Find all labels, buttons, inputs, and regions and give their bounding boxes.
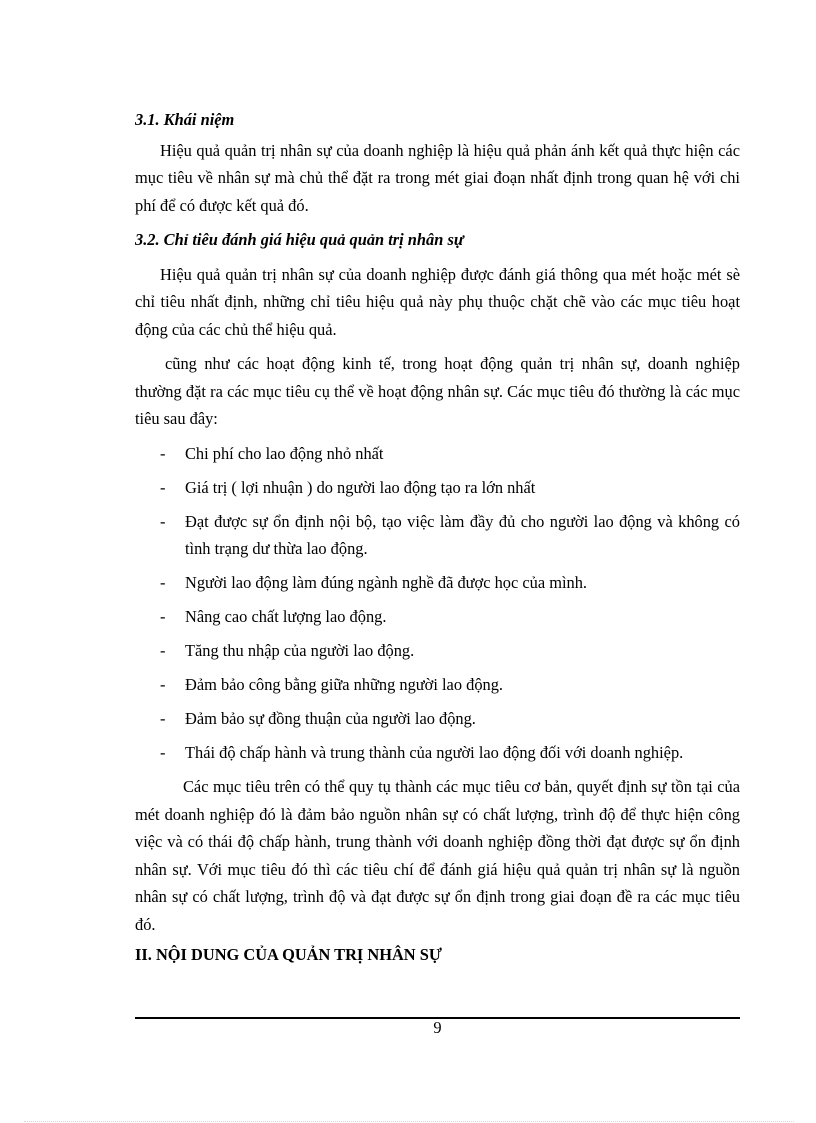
dash-bullet: -: [160, 511, 166, 531]
list-item-text: Đảm bảo công bằng giữa những người lao động.: [185, 675, 504, 694]
list-item-text: Giá trị ( lợi nhuận ) do người lao động tạo ra lớn nhất: [185, 477, 536, 497]
dash-bullet: -: [160, 607, 166, 626]
section-heading-3-1: 3.1. Khái niệm: [135, 110, 235, 129]
paragraph-definition: Hiệu quả quản trị nhân sự của doanh nghiệp là hiệu quả phản ánh kết quả thực hiện các mục tiêu về nhân sự mà chủ thể đặt ra trong mét giai đoạn nhất định trong quan hệ với chi phí để có được kết quả đó.: [135, 140, 740, 215]
list-item: [135, 637, 740, 665]
page-content: [135, 106, 740, 969]
dash-bullet: -: [160, 477, 166, 497]
dash-bullet: -: [160, 443, 166, 463]
dash-bullet: -: [160, 675, 166, 694]
list-item: [135, 739, 740, 767]
paragraph-indicators: Hiệu quả quản trị nhân sự của doanh nghiệp được đánh giá thông qua mét hoặc mét sè chỉ tiêu nhất định, những chỉ tiêu hiệu quả này phụ thuộc chặt chẽ vào các mục tiêu hoạt động của các chủ thể hiệu quả.: [135, 264, 740, 339]
dash-bullet: -: [160, 573, 166, 592]
list-item-text: Người lao động làm đúng ngành nghề đã được học của mình.: [185, 573, 587, 592]
list-item-text: Tăng thu nhập của người lao động.: [185, 641, 415, 660]
list-item: [135, 603, 740, 631]
list-item: [135, 440, 740, 468]
list-item-text: Đảm bảo sự đồng thuận của người lao động.: [185, 709, 476, 728]
page-bottom-dotted-line: [24, 1121, 794, 1122]
list-item: [135, 508, 740, 563]
list-item: [135, 569, 740, 597]
chapter-heading-II: II. NỘI DUNG CỦA QUẢN TRỊ NHÂN SỰ: [135, 945, 442, 964]
page-number: 9: [433, 1018, 442, 1037]
list-item: [135, 671, 740, 699]
dash-bullet: -: [160, 641, 166, 660]
list-item-text: Đạt được sự ổn định nội bộ, tạo việc làm đầy đủ cho người lao động và không có tình trạng dư thừa lao động.: [185, 511, 740, 558]
list-item: [135, 474, 740, 502]
paragraph-summary: Các mục tiêu trên có thể quy tụ thành các mục tiêu cơ bản, quyết định sự tồn tại của mét doanh nghiệp đó là đảm bảo nguồn nhân sự có chất lượng, trình độ để thực hiện công việc và có thái độ chấp hành, trung thành với doanh nghiệp đồng thời đạt được sự ổn định nhân sự. Với mục tiêu đó thì các tiêu chí để đánh giá hiệu quả quản trị nhân sự là nguồn nhân sự có chất lượng, trình độ và đạt được sự ổn định trong giai đoạn đề ra các mục tiêu đó.: [135, 777, 740, 934]
list-item-text: Nâng cao chất lượng lao động.: [185, 607, 387, 626]
list-item-text: Chi phí cho lao động nhỏ nhất: [185, 443, 384, 463]
dash-bullet: -: [160, 709, 166, 728]
dash-bullet: -: [160, 743, 166, 762]
list-item-text: Thái độ chấp hành và trung thành của người lao động đối với doanh nghiệp.: [185, 743, 684, 762]
section-heading-3-2: 3.2. Chỉ tiêu đánh giá hiệu quả quản trị nhân sự: [135, 230, 464, 249]
list-item: [135, 705, 740, 733]
objectives-list: [135, 440, 740, 767]
paragraph-objectives-intro: cũng như các hoạt động kinh tế, trong hoạt động quản trị nhân sự, doanh nghiệp thường đặt ra các mục tiêu cụ thể về hoạt động nhân sự. Các mục tiêu đó thường là các mục tiêu sau đây:: [135, 354, 740, 428]
